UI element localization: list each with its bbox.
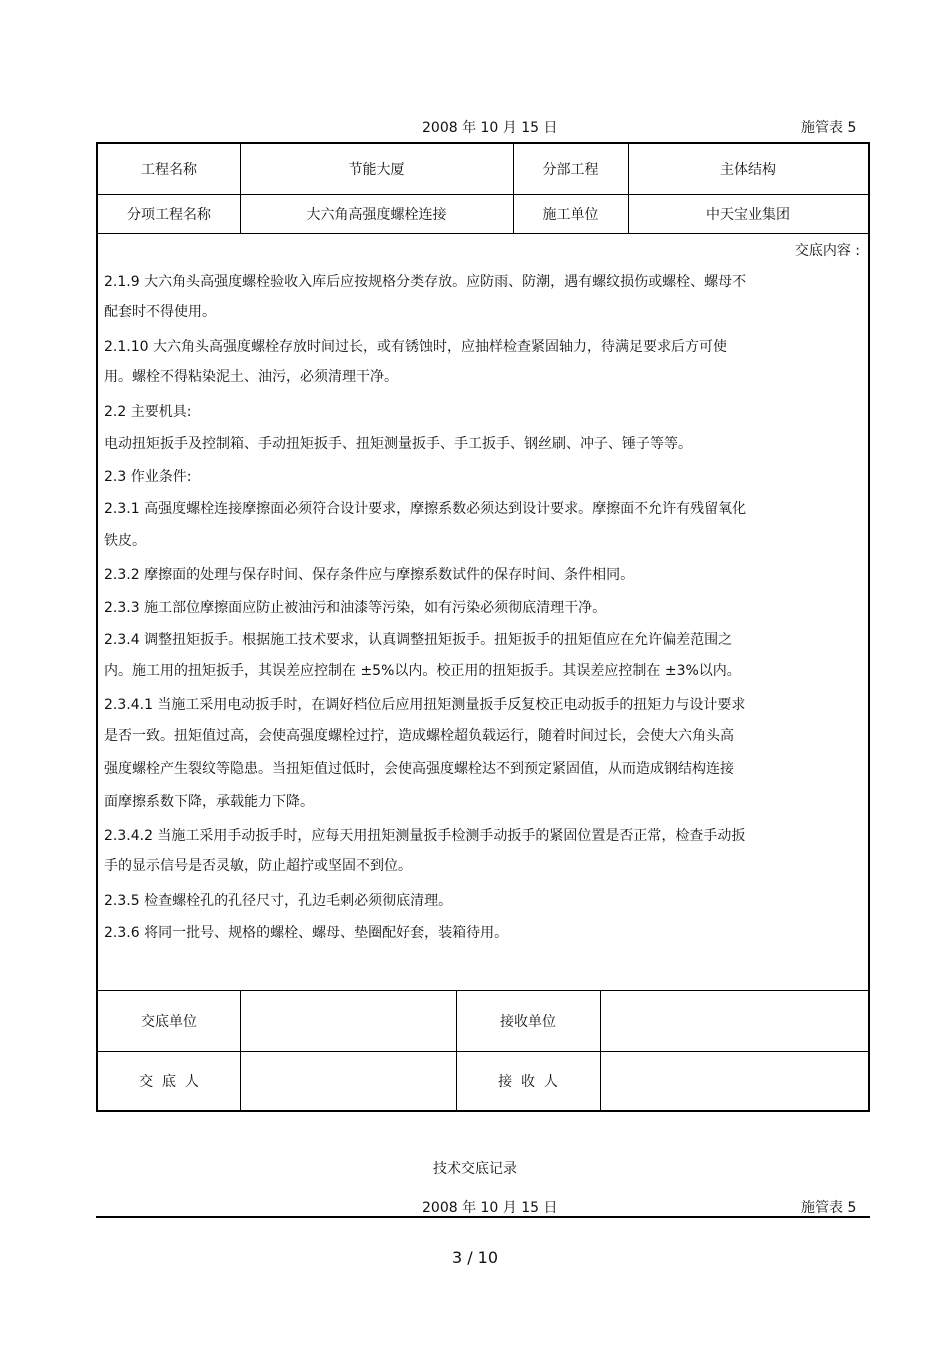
content-line: 2.3.4.2 当施工采用手动扳手时，应每天用扭矩测量扳手检测手动扳手的紧固位置是否正常，检查手动扳 — [104, 828, 746, 844]
footer-date: 2008 年 10 月 15 日 — [422, 1200, 558, 1216]
disclosure-table — [96, 142, 870, 1112]
content-line: 手的显示信号是否灵敏，防止超拧或坚固不到位。 — [104, 858, 412, 874]
content-line: 2.1.9 大六角头高强度螺栓验收入库后应按规格分类存放。应防雨、防潮，遇有螺纹损伤或螺栓、螺母不 — [104, 274, 747, 290]
content-line: 2.3 作业条件: — [104, 469, 192, 485]
receiver-person-label: 接 收 人 — [498, 1073, 558, 1090]
giver-unit-label: 交底单位 — [141, 1013, 197, 1030]
content-line: 2.1.10 大六角头高强度螺栓存放时间过长，或有锈蚀时，应抽样检查紧固轴力，待满足要求后方可使 — [104, 339, 727, 355]
content-line: 铁皮。 — [104, 533, 146, 549]
content-line: 内。施工用的扭矩扳手，其误差应控制在 ±5%以内。校正用的扭矩扳手。其误差应控制在 ±3%以内。 — [104, 663, 741, 679]
content-line: 面摩擦系数下降，承载能力下降。 — [104, 794, 314, 810]
division-value: 主体结构 — [720, 162, 776, 178]
page-number: 3 / 10 — [451, 1248, 499, 1267]
division-label: 分部工程 — [542, 162, 599, 178]
receiver-person-value — [600, 1051, 868, 1110]
header-form-number: 施管表 5 — [801, 120, 857, 136]
content-line: 2.3.1 高强度螺栓连接摩擦面必须符合设计要求，摩擦系数必须达到设计要求。摩擦面不允许有残留氧化 — [104, 501, 747, 517]
footer-form-number: 施管表 5 — [801, 1200, 857, 1216]
footer-rule — [96, 1216, 870, 1218]
content-line: 2.3.6 将同一批号、规格的螺栓、螺母、垫圈配好套，装箱待用。 — [104, 925, 509, 941]
contractor-label: 施工单位 — [542, 206, 599, 223]
subitem-value: 大六角高强度螺栓连接 — [306, 206, 447, 223]
subitem-label: 分项工程名称 — [127, 206, 211, 223]
content-line: 2.3.5 检查螺栓孔的孔径尺寸，孔边毛刺必须彻底清理。 — [104, 893, 453, 909]
header-date: 2008 年 10 月 15 日 — [422, 120, 558, 136]
project-name-value: 节能大厦 — [348, 162, 405, 178]
content-line: 2.3.2 摩擦面的处理与保存时间、保存条件应与摩擦系数试件的保存时间、条件相同。 — [104, 567, 635, 583]
row-divider-2 — [98, 233, 868, 234]
content-line: 强度螺栓产生裂纹等隐患。当扭矩值过低时，会使高强度螺栓达不到预定紧固值，从而造成钢结构连接 — [104, 761, 734, 777]
content-line: 2.2 主要机具: — [104, 404, 192, 420]
contractor-value: 中天宝业集团 — [706, 206, 790, 223]
receiver-unit-value — [600, 990, 868, 1051]
content-line: 电动扭矩扳手及控制箱、手动扭矩扳手、扭矩测量扳手、手工扳手、钢丝刷、冲子、锤子等等。 — [104, 436, 692, 452]
project-name-label: 工程名称 — [141, 162, 197, 178]
record-title: 技术交底记录 — [433, 1161, 517, 1177]
giver-unit-value — [240, 990, 456, 1051]
content-label: 交底内容 : — [794, 243, 860, 259]
content-line: 2.3.4.1 当施工采用电动扳手时，在调好档位后应用扭矩测量扳手反复校正电动扳手的扭矩力与设计要求 — [104, 697, 746, 713]
giver-person-value — [240, 1051, 456, 1110]
content-line: 是否一致。扭矩值过高，会使高强度螺栓过拧，造成螺栓超负载运行，随着时间过长，会使大六角头高 — [104, 728, 734, 744]
content-line: 用。螺栓不得粘染泥土、油污，必须清理干净。 — [104, 369, 398, 385]
giver-person-label: 交 底 人 — [139, 1073, 199, 1090]
content-line: 配套时不得使用。 — [104, 304, 216, 320]
content-line: 2.3.3 施工部位摩擦面应防止被油污和油漆等污染，如有污染必须彻底清理干净。 — [104, 600, 607, 616]
receiver-unit-label: 接收单位 — [500, 1013, 556, 1030]
content-line: 2.3.4 调整扭矩扳手。根据施工技术要求，认真调整扭矩扳手。扭矩扳手的扭矩值应在允许偏差范围之 — [104, 632, 733, 648]
